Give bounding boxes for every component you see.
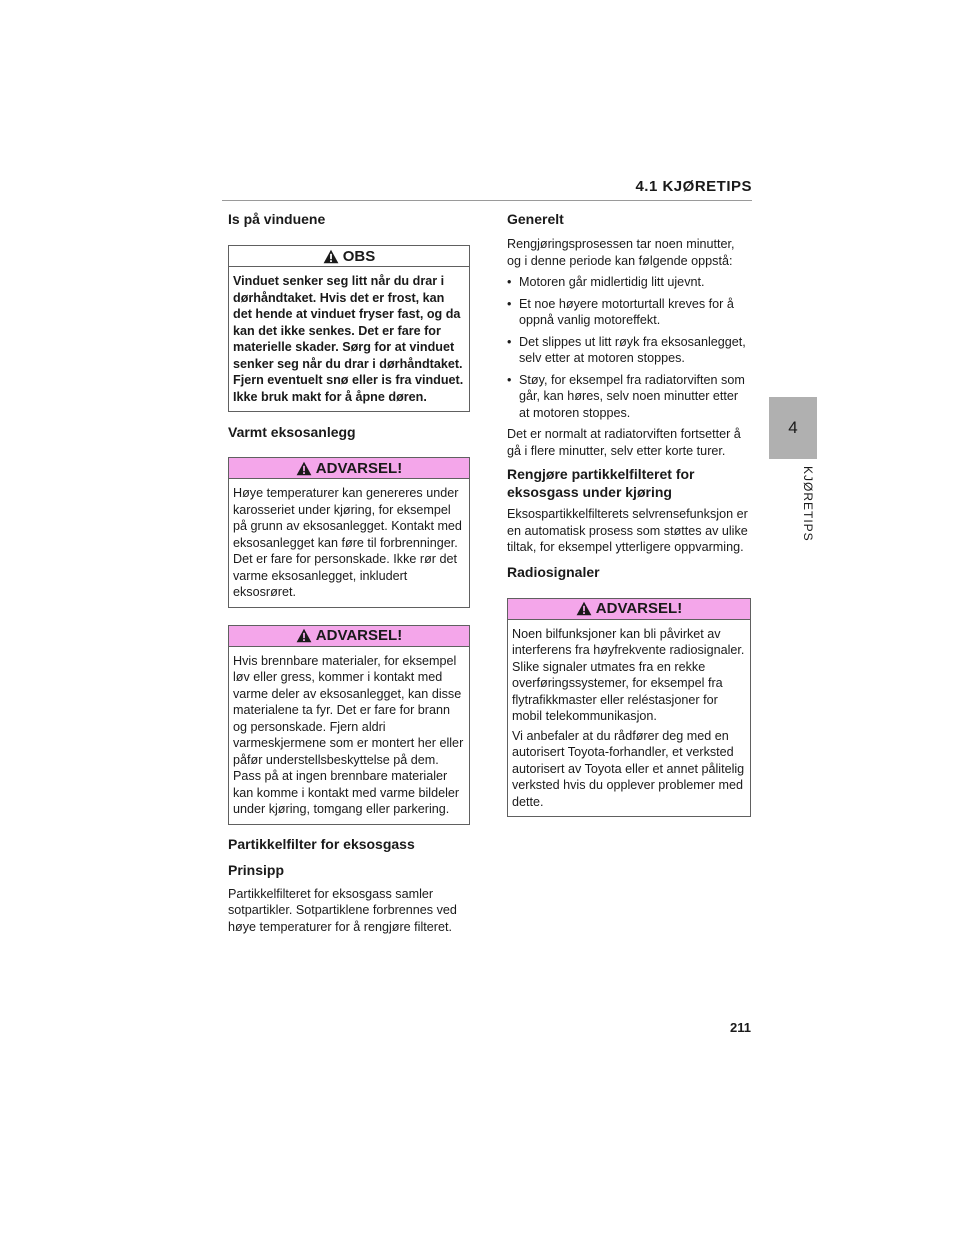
warning-notice-title: ADVARSEL! bbox=[315, 627, 403, 644]
warning-notice-paragraph: Vi anbefaler at du rådfører deg med en autorisert Toyota-forhandler, et verksted autorisert av Toyota eller et annet pålitelig verksted hvis du opplever problemer med dette. bbox=[512, 728, 745, 809]
left-column bbox=[228, 210, 470, 935]
obs-notice-paragraph: Vinduet senker seg litt når du drar i dørhåndtaket. Hvis det er frost, kan det hende at vinduet fryser fast, og da kan det ikke senkes. Det er fare for materielle skader. Sørg for at vinduet senker seg når du drar i dørhåndtaket. Fjern eventuelt snø eller is fra vinduet. Ikke bruk makt for å åpne døren. bbox=[233, 274, 464, 404]
list-item: • Støy, for eksempel fra radiatorviften som går, kan høres, selv noen minutter etter at motoren stoppes. bbox=[507, 372, 751, 422]
warning-notice-paragraph: Hvis brennbare materialer, for eksempel løv eller gress, kommer i kontakt med varme deler av eksosanlegget, kan disse materialene ta fyr. Det er fare for brann og personskade. Fjern aldri varmeskjermene som er montert her eller påfør understellsbeskyttelse på dem. Pass på at ingen brennbare materialer kan komme i kontakt med varme bildeler under kjøring, tomgang eller parkering. bbox=[233, 653, 464, 816]
radio-heading: Radiosignaler bbox=[507, 563, 600, 580]
warning-notice-radio bbox=[507, 598, 751, 818]
cleaning-text: Eksospartikkelfilterets selvrensefunksjon er en automatisk prosess som støttes av ulike tiltak, for eksempel ytterligere oppvarming. bbox=[507, 507, 748, 554]
warning-notice-hot-exhaust bbox=[228, 457, 470, 608]
warning-notice-text bbox=[229, 479, 469, 607]
warning-notice-paragraph: Høye temperaturer kan genereres under karosseriet under kjøring, for eksempel på grunn av eksosanlegget. Kontakt med eksosanlegget kan føre til forbrenninger. Det er fare for personskade. Ikke rør det varme eksosanlegget, inkludert eksosrøret. bbox=[233, 486, 462, 599]
warning-notice-text bbox=[229, 647, 469, 824]
principle-text: Partikkelfilteret for eksosgass samler sotpartikler. Sotpartiklene forbrennes ved høye temperaturer for å rengjøre filteret. bbox=[228, 886, 457, 934]
section-header: 4.1 KJØRETIPS bbox=[635, 178, 752, 195]
warning-notice-header bbox=[229, 458, 469, 479]
list-item: • Et noe høyere motorturtall kreves for å oppnå vanlig motoreffekt. bbox=[507, 296, 751, 329]
header-divider bbox=[222, 200, 752, 201]
effects-list bbox=[507, 274, 751, 421]
warning-notice-text bbox=[508, 620, 750, 817]
right-column bbox=[507, 210, 751, 817]
list-item: • Motoren går midlertidig litt ujevnt. bbox=[507, 274, 751, 291]
chapter-tab-label: KJØRETIPS bbox=[801, 466, 815, 542]
filter-heading: Partikkelfilter for eksosgass bbox=[228, 835, 415, 852]
general-intro: Rengjøringsprosessen tar noen minutter, og i denne periode kan følgende oppstå: bbox=[507, 237, 735, 268]
page-number: 211 bbox=[730, 1020, 751, 1035]
warning-notice-title: ADVARSEL! bbox=[315, 459, 403, 477]
warning-notice-paragraph: Noen bilfunksjoner kan bli påvirket av interferens fra høyfrekvente radiosignaler. Slike signaler utmates fra en rekke overføringssystemer, for eksempel fra flytrafikkmaster eller reléstasjoner for mobil telekommunikasjon. bbox=[512, 626, 745, 723]
warning-triangle-icon bbox=[296, 628, 312, 643]
warning-notice-header bbox=[508, 599, 750, 620]
obs-notice bbox=[228, 245, 470, 412]
warning-triangle-icon bbox=[323, 249, 339, 264]
obs-notice-text bbox=[229, 267, 469, 411]
general-heading: Generelt bbox=[507, 211, 564, 227]
warning-notice-flammable bbox=[228, 625, 470, 825]
obs-notice-title: OBS bbox=[342, 247, 376, 265]
ice-heading: Is på vinduene bbox=[228, 211, 326, 227]
warning-notice-header bbox=[229, 626, 469, 647]
principle-heading: Prinsipp bbox=[228, 861, 285, 878]
warning-triangle-icon bbox=[576, 601, 592, 616]
list-item: • Det slippes ut litt røyk fra eksosanlegget, selv etter at motoren stoppes. bbox=[507, 334, 751, 367]
obs-notice-header bbox=[229, 246, 469, 267]
warning-triangle-icon bbox=[296, 461, 312, 476]
chapter-tab-number: 4 bbox=[769, 397, 817, 459]
fan-text: Det er normalt at radiatorviften fortsetter å gå i flere minutter, selv etter korte turer. bbox=[507, 427, 741, 458]
cleaning-heading: Rengjøre partikkelfilteret for eksosgass under kjøring bbox=[507, 466, 695, 500]
warning-notice-title: ADVARSEL! bbox=[595, 600, 683, 617]
exhaust-heading: Varmt eksosanlegg bbox=[228, 424, 356, 440]
